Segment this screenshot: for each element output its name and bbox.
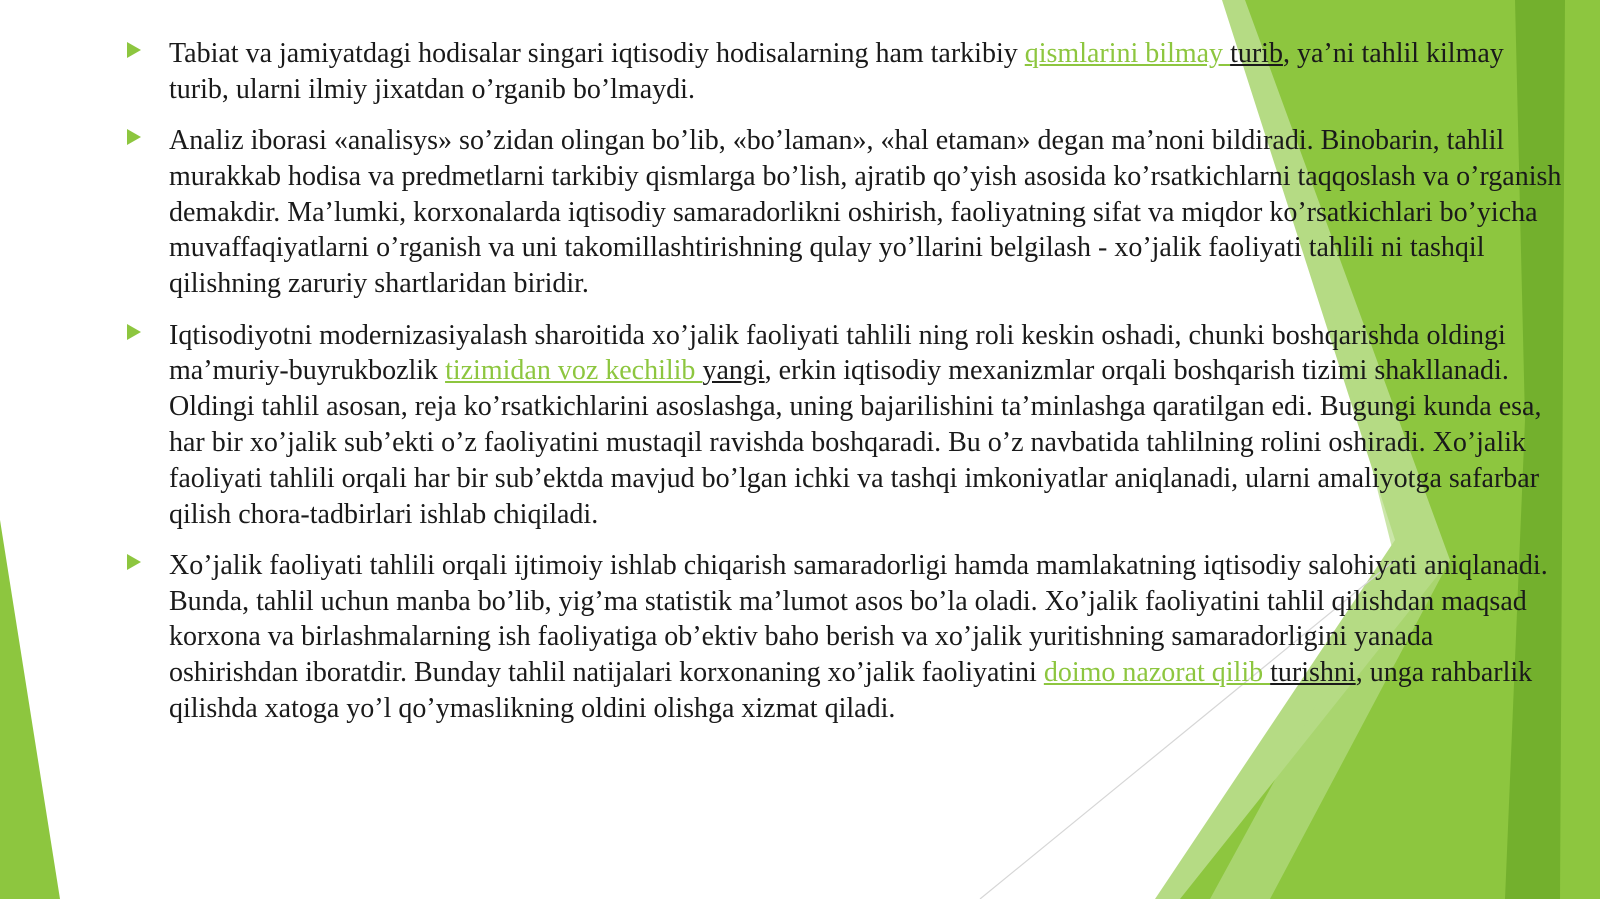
hyperlink-qismlarini-bilmay[interactable]: qismlarini bilmay [1024,38,1231,69]
triangle-bullet-icon [127,554,141,570]
bullet-item [124,123,1564,302]
bullet-item [124,548,1564,727]
paragraph-text: Tabiat va jamiyatdagi hodisalar singari iqtisodiy hodisalarning ham tarkibiy qismlarini bilmay turib, ya’ni tahlil kilmay turib, ularni ilmiy jixatdan o’rganib bo’lmaydi. [169,38,1504,105]
triangle-bullet-icon [127,42,141,58]
left-green-sliver [0,520,60,899]
underlined-text: turib [1230,38,1283,69]
hyperlink-tizimidan-voz-kechilib[interactable]: tizimidan voz kechilib [445,355,703,387]
paragraph-text: Analiz iborasi «analisys» so’zidan olingan bo’lib, «bo’laman», «hal etaman» degan ma’noni bildiradi. Binobarin, tahlil murakkab hodisa va predmetlarni tarkibiy qismlarga bo’lish, ajratib qo’yish asosida ko’rsatkichlarni taqqoslash va o’rganish demakdir. Ma’lumki, korxonalarda iqtisodiy samaradorlikni oshirish, faoliyatning sifat va miqdor ko’rsatkichlari bo’yicha muvaffaqiyatlarni o’rganish va uni takomillashtirishning qulay yo’llarini belgilash - xo’jalik faoliyati tahlili ni tashqil qilishning zaruriy shartlaridan biridir. [169,125,1562,300]
underlined-text: yangi [702,355,765,387]
triangle-bullet-icon [127,324,141,340]
underlined-text: turishni [1270,657,1356,689]
paragraph-text: Xo’jalik faoliyati tahlili orqali ijtimoiy ishlab chiqarish samaradorligi hamda mamlakatning iqtisodiy salohiyati aniqlanadi. Bunda, tahlil uchun manba bo’lib, yig’ma statistik ma’lumot asos bo’la oladi. Xo’jalik faoliyatini tahlil qilishdan maqsad korxona va birlashmalarning ish faoliyatiga ob’ektiv baho berish va xo’jalik yuritishning samaradorligini yanada oshirishdan iboratdir. Bunday tahlil natijalari korxonaning xo’jalik faoliyatini doimo nazorat qilib turishni, unga rahbarlik qilishda xatoga yo’l qo’ymaslikning oldini olishga xizmat qiladi. [169,549,1548,725]
triangle-bullet-icon [127,129,141,145]
bullet-item [124,36,1564,108]
bullet-item [124,318,1564,533]
paragraph-text: Iqtisodiyotni modernizasiyalash sharoitida xo’jalik faoliyati tahlili ning roli keskin oshadi, chunki boshqarishda oldingi ma’muriy-buyrukbozlik tizimidan voz kechilib yangi, erkin iqtisodiy mexanizmlar orqali boshqarish tizimi shakllanadi. Oldingi tahlil asosan, reja ko’rsatkichlarini asoslashga, uning bajarilishini ta’minlashga qaratilgan edi. Bugungi kunda esa, har bir xo’jalik sub’ekti o’z faoliyatini mustaqil ravishda boshqaradi. Bu o’z navbatida tahlilning rolini oshiradi. Xo’jalik faoliyati tahlili orqali har bir sub’ektda mavjud bo’lgan ichki va tashqi imkoniyatlar aniqlanadi, ularni amaliyotga safarbar qilish chora-tadbirlari ishlab chiqiladi. [169,319,1542,530]
bullet-list [124,36,1564,742]
hyperlink-doimo-nazorat-qilib[interactable]: doimo nazorat qilib [1043,657,1271,689]
